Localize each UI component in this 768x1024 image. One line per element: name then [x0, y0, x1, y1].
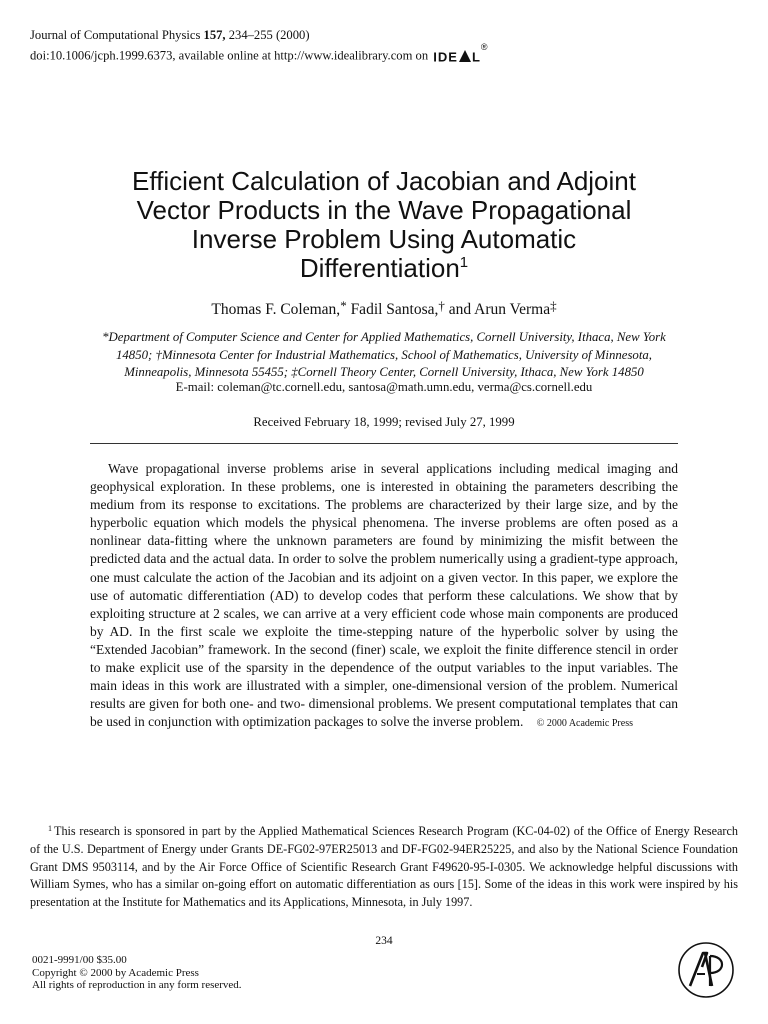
author-coleman: Thomas F. Coleman, [211, 301, 341, 318]
abstract [90, 460, 678, 733]
triangle-icon [459, 50, 471, 62]
title-footnote-mark: 1 [459, 254, 469, 271]
title-line-4-text: Differentiation [299, 253, 460, 283]
journal-volume: 157, [203, 28, 226, 42]
affiliation-line-2: 14850; †Minnesota Center for Industrial Mathematics, School of Mathematics, University of Minnesota, [116, 347, 652, 362]
author-mark-2: † [438, 298, 445, 313]
received-date: Received February 18, 1999; revised July 27, 1999 [253, 415, 515, 429]
title-line-2: Vector Products in the Wave Propagational [136, 195, 632, 225]
ideal-logo-right: L [471, 49, 481, 65]
author-verma: and Arun Verma [444, 301, 551, 318]
author-mark-1: * [340, 298, 347, 313]
author-santosa: Fadil Santosa, [346, 301, 439, 318]
paper-title [40, 167, 728, 287]
abstract-text: Wave propagational inverse problems arise in several applications including medical imaging and geophysical exploration. In these problems, one is interested in obtaining the parameters describing the medium from its response to excitations. The problems are characterized by their large size, and by the hyperbolic equation which models the physical phenomena. The inverse problems are often posed as a nonlinear data-fitting where the unknown parameters are found by minimizing the misfit between the predicted data and the actual data. In order to solve the problem numerically using a gradient-type approach, one must calculate the action of the Jacobian and its adjoint on a given vector. In this paper, we explore the use of automatic differentiation (AD) to develop codes that perform these calculations. We show that by exploiting structure at 2 scales, we can arrive at a very efficient code whose main components are produced by AD. In the first scale we exploite the time-stepping nature of the hyperbolic solver by using the “Extended Jacobian” framework. In the second (finer) scale, we exploit the finite difference stencil in order to make explicit use of the sparsity in the dependence of the output variables to the input variables. The main ideas in this work are illustrated with a simpler, one-dimensional version of the problem. Numerical results are given for both one- and two- dimensional problems. We present computational templates that can be used in conjunction with optimization packages to solve the inverse problem. [90, 461, 678, 730]
abstract-copyright: © 2000 Academic Press [536, 718, 633, 730]
publication-info [32, 954, 242, 992]
page-number: 234 [375, 935, 393, 947]
author-mark-3: ‡ [550, 298, 557, 313]
journal-name: Journal of Computational Physics [30, 28, 201, 42]
copyright-line: Copyright © 2000 by Academic Press [32, 966, 199, 979]
title-line-1: Efficient Calculation of Jacobian and Adjoint [132, 166, 636, 196]
journal-citation [30, 26, 489, 44]
email-line: E-mail: coleman@tc.cornell.edu, santosa@math.umn.edu, verma@cs.cornell.edu [175, 380, 593, 394]
ideal-logo [433, 44, 488, 66]
academic-press-logo-icon [676, 940, 736, 1000]
title-line-4 [40, 254, 728, 287]
journal-pages: 234–255 (2000) [228, 28, 310, 42]
author-list [40, 298, 728, 319]
title-line-3: Inverse Problem Using Automatic [191, 224, 577, 254]
academic-press-logo [676, 940, 736, 1000]
doi-text: doi:10.1006/jcph.1999.6373, available online at http://www.idealibrary.com on [30, 48, 429, 63]
affiliations [38, 329, 730, 382]
footnote-mark: 1 [48, 824, 52, 833]
issn-price: 0021-9991/00 $35.00 [32, 954, 127, 966]
journal-header [30, 26, 489, 66]
rights-line: All rights of reproduction in any form reserved. [32, 979, 242, 991]
doi-line [30, 44, 489, 66]
ideal-logo-left: IDE [433, 49, 458, 65]
affiliation-line-1: *Department of Computer Science and Center for Applied Mathematics, Cornell University, Ithaca, New York [102, 330, 666, 344]
abstract-rule [90, 443, 678, 444]
registered-mark: ® [480, 42, 489, 52]
footnote [30, 823, 738, 911]
footnote-text: This research is sponsored in part by the Applied Mathematical Sciences Research Program (KC-04-02) of the Office of Energy Research of the U.S. Department of Energy under Grants DE-FG02-97ER25013 and DF-FG02-94ER25225, and also by the National Science Foundation Grant DMS 9503114, and by the Air Force Office of Scientific Research Grant F49620-95-I-0305. We acknowledge helpful discussions with William Symes, who has a similar on-going effort on automatic differentiation as ours [15]. Some of the ideas in this work were inspired by his presentation at the Institute for Mathematics and its Applications, Minnesota, in July 1997. [30, 824, 738, 909]
affiliation-line-3: Minneapolis, Minnesota 55455; ‡Cornell Theory Center, Cornell University, Ithaca, New York 14850 [124, 365, 644, 379]
